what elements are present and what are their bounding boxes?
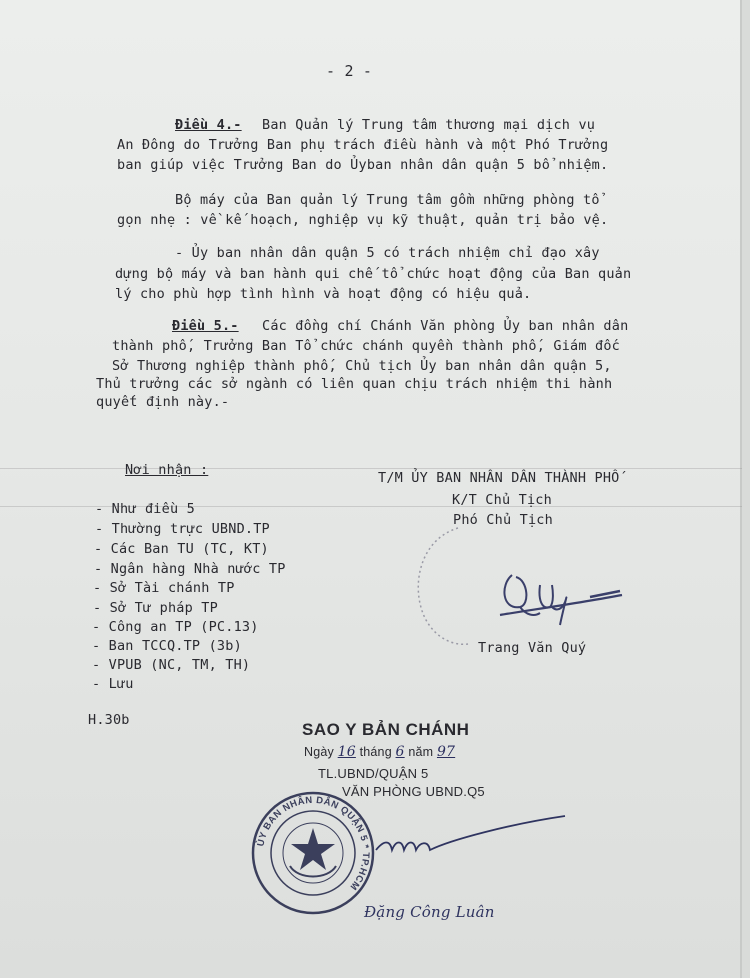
signature-mark xyxy=(490,555,630,635)
fold-line xyxy=(0,468,742,469)
article5-heading: Điều 5.- xyxy=(172,318,239,334)
signature-role1: K/T Chủ Tịch xyxy=(452,492,552,508)
signatory-name: Trang Văn Quý xyxy=(478,640,587,656)
article5-line3: Sở Thương nghiệp thành phố, Chủ tịch Ủy ban nhân dân quận 5, xyxy=(112,358,612,374)
page-number: - 2 - xyxy=(326,62,373,80)
article4-line1: Ban Quản lý Trung tâm thương mại dịch vụ xyxy=(262,117,596,133)
article4-line2: An Đông do Trưởng Ban phụ trách điều hành và một Phó Trưởng xyxy=(117,137,609,153)
copy-stamp-line3: VĂN PHÒNG UBND.Q5 xyxy=(342,784,485,799)
article5-line1: Các đồng chí Chánh Văn phòng Ủy ban nhân dân xyxy=(262,318,629,334)
copy-stamp-title: SAO Y BẢN CHÁNH xyxy=(302,720,470,739)
star-emblem-icon xyxy=(283,823,343,883)
date-year: 97 xyxy=(436,744,456,760)
seal-text: ỦY BAN NHÂN DÂN QUẬN 5 * TP.HCM xyxy=(255,794,372,893)
recipients-title: Nơi nhận : xyxy=(125,462,209,478)
recipient-item: - Sở Tư pháp TP xyxy=(93,600,218,616)
copy-stamp-date xyxy=(304,744,455,760)
article4-heading: Điều 4.- xyxy=(175,117,242,133)
recipient-item: - Ngân hàng Nhà nước TP xyxy=(94,561,286,577)
article4-line3: ban giúp việc Trưởng Ban do Ủyban nhân dân quận 5 bổ nhiệm. xyxy=(117,157,609,173)
recipient-item: - Công an TP (PC.13) xyxy=(92,619,259,635)
date-month: 6 xyxy=(395,744,405,760)
article4-para3-line1: - Ủy ban nhân dân quận 5 có trách nhiệm chỉ đạo xây xyxy=(175,245,600,261)
recipient-item: - Thường trực UBND.TP xyxy=(95,521,270,537)
stamp-signature-mark xyxy=(370,810,570,870)
article5-line5: quyết định này.- xyxy=(96,394,230,410)
official-seal xyxy=(248,788,378,918)
article4-para2-line1: Bộ máy của Ban quản lý Trung tâm gồm những phòng tổ xyxy=(175,192,600,208)
recipient-item: - Sở Tài chánh TP xyxy=(93,580,235,596)
recipient-item: - Ban TCCQ.TP (3b) xyxy=(92,638,242,654)
recipient-item: - VPUB (NC, TM, TH) xyxy=(92,657,251,673)
date-day: 16 xyxy=(337,744,356,760)
year-label: năm xyxy=(408,745,434,759)
article5-line2: thành phố, Trưởng Ban Tổ chức chánh quyền thành phố, Giám đốc xyxy=(112,338,620,354)
faint-seal-impression xyxy=(398,520,488,650)
recipient-item: - Các Ban TU (TC, KT) xyxy=(94,541,269,557)
copy-stamp-line2: TL.UBND/QUẬN 5 xyxy=(318,766,429,781)
article4-para3-line2: dựng bộ máy và ban hành qui chế tổ chức hoạt động của Ban quản xyxy=(115,266,632,282)
month-label: tháng xyxy=(359,745,392,759)
article4-para2-line2: gọn nhẹ : về kế hoạch, nghiệp vụ kỹ thuật, quản trị bảo vệ. xyxy=(117,212,609,228)
article4-para3-line3: lý cho phù hợp tình hình và hoạt động có hiệu quả. xyxy=(115,286,532,302)
stamp-signer-name: Đặng Công Luân xyxy=(364,903,495,921)
article5-line4: Thủ trưởng các sở ngành có liên quan chịu trách nhiệm thi hành xyxy=(96,376,613,392)
signature-role2: Phó Chủ Tịch xyxy=(453,512,553,528)
recipient-item: - Như điều 5 xyxy=(95,501,195,517)
recipient-item: - Lưu xyxy=(92,676,134,692)
document-code: H.30b xyxy=(88,712,130,728)
signature-org: T/M ỦY BAN NHÂN DÂN THÀNH PHỐ xyxy=(378,470,620,486)
date-prefix: Ngày xyxy=(304,745,334,759)
